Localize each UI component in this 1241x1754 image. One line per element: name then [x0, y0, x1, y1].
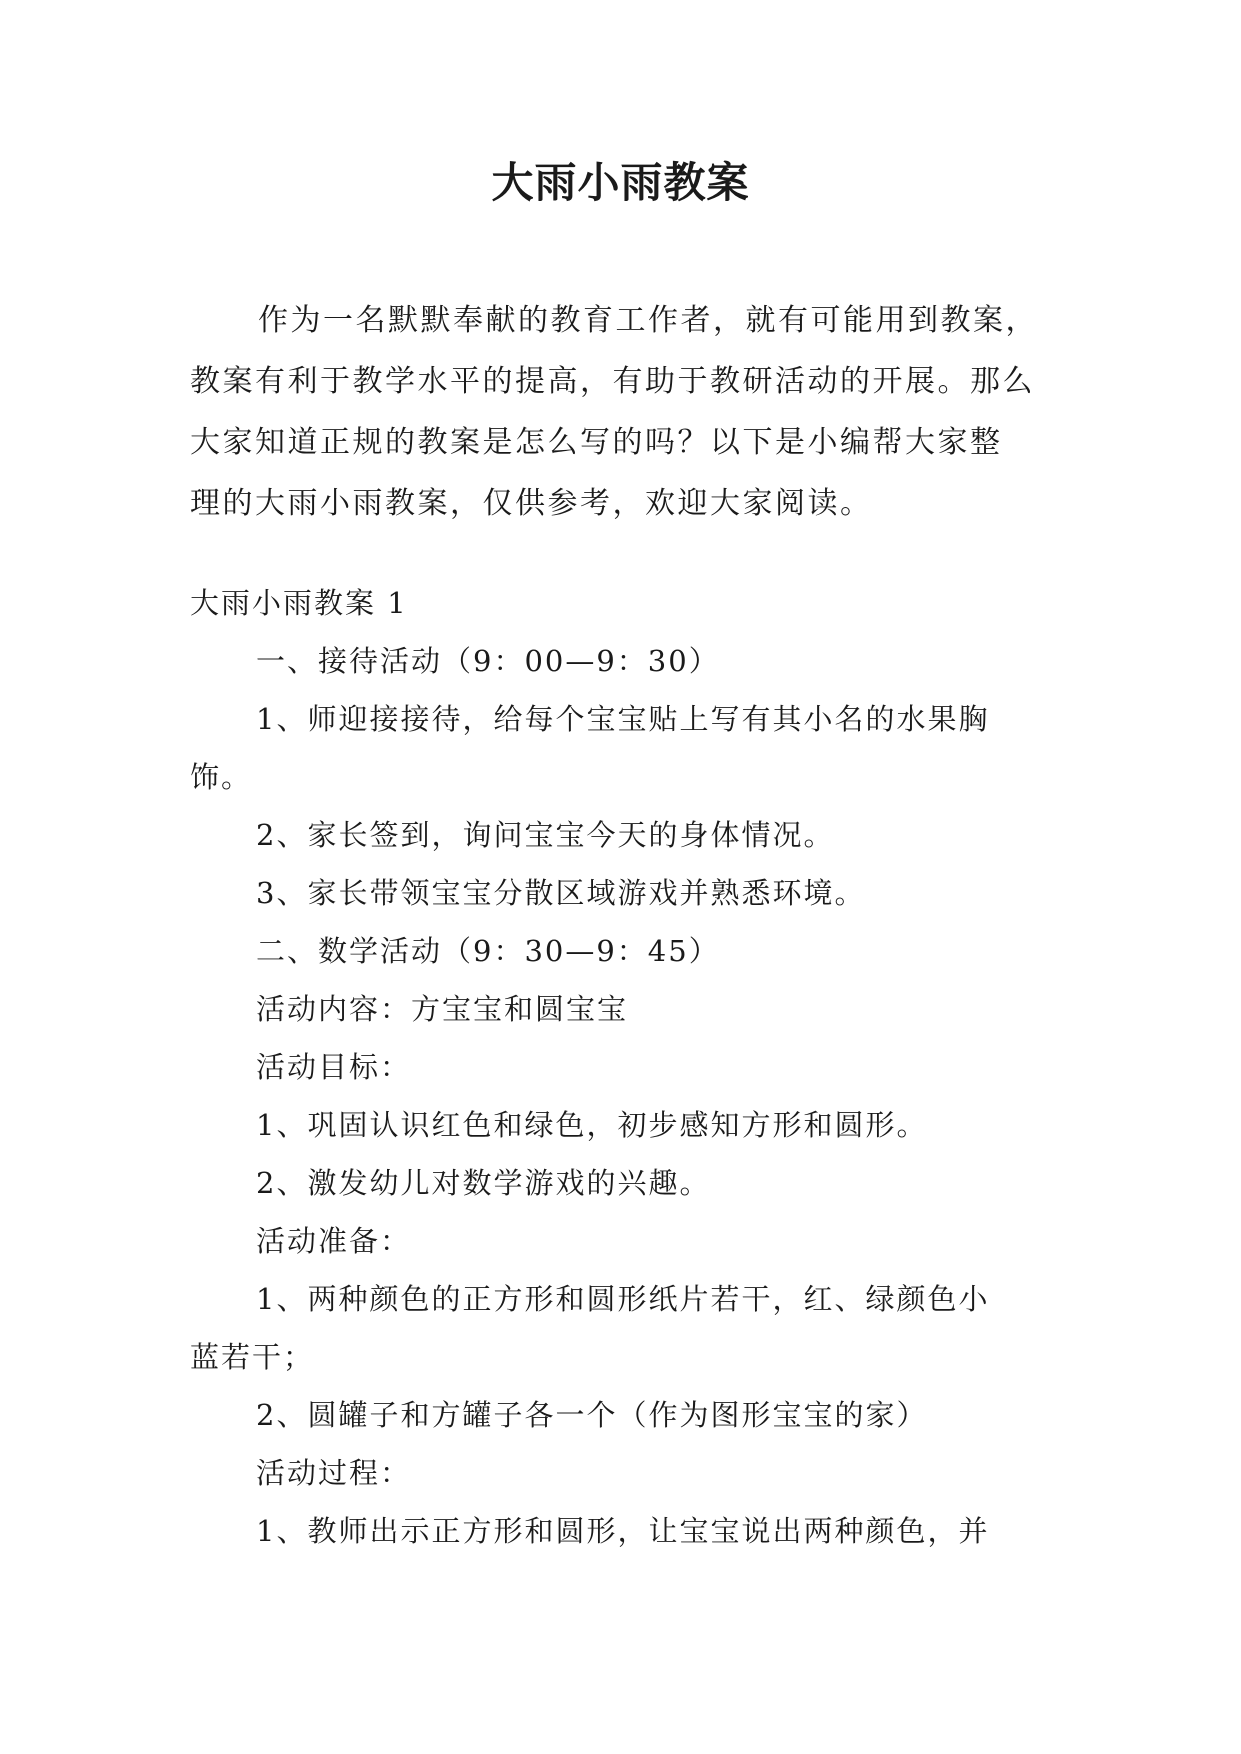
- intro-line: 教案有利于教学水平的提高，有助于教研活动的开展。那么: [190, 364, 1035, 399]
- body-line: 1、巩固认识红色和绿色，初步感知方形和圆形。: [256, 1108, 928, 1142]
- body-line: 一、接待活动（9：00—9：30）: [256, 644, 720, 678]
- body-line: 3、家长带领宝宝分散区域游戏并熟悉环境。: [256, 876, 866, 910]
- body-line: 2、激发幼儿对数学游戏的兴趣。: [256, 1166, 711, 1200]
- body-line: 饰。: [190, 760, 253, 794]
- body-line: 蓝若干；: [190, 1340, 315, 1374]
- body-line: 活动过程：: [256, 1456, 412, 1490]
- body-line: 活动准备：: [256, 1224, 412, 1258]
- intro-paragraph: [190, 290, 1060, 534]
- body-line: 1、师迎接接待，给每个宝宝贴上写有其小名的水果胸: [256, 702, 990, 736]
- body-line: 1、教师出示正方形和圆形，让宝宝说出两种颜色，并: [256, 1514, 990, 1548]
- section-heading: 大雨小雨教案 1: [190, 586, 408, 620]
- lesson-plan-body: [190, 574, 1060, 1560]
- body-line: 2、圆罐子和方罐子各一个（作为图形宝宝的家）: [256, 1398, 928, 1432]
- intro-line: 作为一名默默奉献的教育工作者，就有可能用到教案，: [258, 303, 1038, 338]
- body-line: 1、两种颜色的正方形和圆形纸片若干，红、绿颜色小: [256, 1282, 990, 1316]
- intro-line: 大家知道正规的教案是怎么写的吗？以下是小编帮大家整: [190, 425, 1003, 460]
- body-line: 活动内容：方宝宝和圆宝宝: [256, 992, 629, 1026]
- document-title: 大雨小雨教案: [491, 158, 750, 207]
- body-line: 2、家长签到，询问宝宝今天的身体情况。: [256, 818, 835, 852]
- body-line: 活动目标：: [256, 1050, 412, 1084]
- body-line: 二、数学活动（9：30—9：45）: [256, 934, 720, 968]
- intro-line: 理的大雨小雨教案，仅供参考，欢迎大家阅读。: [190, 486, 873, 521]
